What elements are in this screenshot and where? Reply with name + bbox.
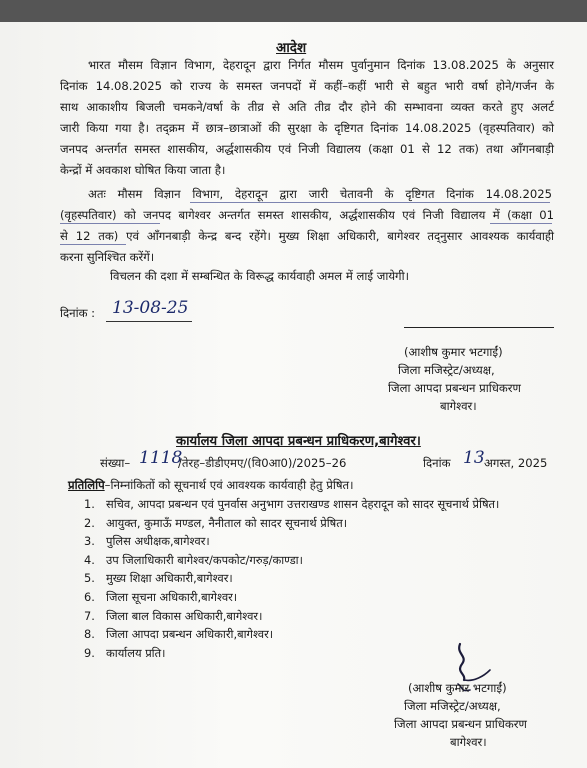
ink-underline — [60, 223, 160, 224]
office-header: कार्यालय जिला आपदा प्रबन्धन प्राधिकरण,बागेश्वर। — [176, 434, 421, 449]
item-number: 5. — [84, 571, 95, 586]
para2-line3: से 12 तक) एवं आँगनबाड़ी केन्द्र बन्द रहेंगे। मुख्य शिक्षा अधिकारी, बागेश्वर तद्नुसार आवश्यक कार्यवाही — [60, 229, 554, 243]
date-label: दिनांक : — [60, 306, 96, 320]
para1-line2: दिनांक 14.08.2025 को राज्य के समस्त जनपदों में कहीं–कहीं भारी से बहुत भारी वर्षा होने/गर्जन के — [60, 79, 554, 93]
item-text: जिला आपदा प्रबन्धन अधिकारी,बागेश्वर। — [106, 627, 274, 642]
item-number: 1. — [84, 497, 95, 511]
ref-suffix: /तेरह–डीडीएमए/(वि0आ0)/2025–26 — [178, 456, 347, 470]
ink-underline — [490, 223, 552, 224]
item-text: उप जिलाधिकारी बागेश्वर/कपकोट/गरुड़/काण्डा। — [106, 552, 303, 567]
sig1-place: बागेश्वर। — [440, 399, 477, 413]
ink-underline — [60, 244, 126, 245]
para1-line6: केन्द्रों में अवकाश घोषित किया जाता है। — [60, 163, 226, 177]
item-text: जिला बाल विकास अधिकारी,बागेश्वर। — [106, 608, 263, 623]
item-text: मुख्य शिक्षा अधिकारी,बागेश्वर। — [106, 571, 233, 586]
sig1-designation2: जिला आपदा प्रबन्धन प्राधिकरण — [388, 381, 521, 395]
para1-line1: भारत मौसम विज्ञान विभाग, देहरादून द्वारा निर्गत मौसम पुर्वानुमान दिनांक 13.08.2025 के अनुसार — [88, 58, 554, 72]
para2-line4: करना सुनिश्चित करेंगें। — [60, 250, 155, 264]
sig1-name: (आशीष कुमार भटगाईं) — [404, 345, 503, 359]
item-number: 4. — [84, 552, 95, 567]
para2-line1: अतः मौसम विज्ञान विभाग, देहरादून द्वारा जारी चेतावनी के दृष्टिगत दिनांक 14.08.2025 — [88, 187, 552, 201]
item-number: 3. — [84, 534, 95, 549]
ink-underline — [190, 202, 550, 203]
para1-line3: साथ आकाशीय बिजली चमकने/वर्षा के तीव्र से अति तीव्र दौर होने की सम्भावना व्यक्त करते हुए अलर्ट — [60, 100, 554, 114]
para3: विचलन की दशा में सम्बन्धित के विरूद्ध कार्यवाही अमल में लाई जायेगी। — [110, 269, 409, 283]
item-number: 2. — [84, 515, 95, 530]
date-suffix: अगस्त, 2025 — [484, 456, 548, 470]
item-number: 9. — [84, 645, 95, 660]
item-text: सचिव, आपदा प्रबन्धन एवं पुनर्वास अनुभाग उत्तराखण्ड शासन देहरादून को सादर सूचनार्थ प्रेषित। — [106, 497, 500, 511]
date-handwritten: 13-08-25 — [112, 298, 189, 318]
sig2-name: (आशीष कुमार भटगाईं) — [408, 681, 507, 695]
date-dotted-line — [106, 321, 192, 322]
date-prefix: दिनांक — [423, 456, 451, 470]
copy-text: –निम्नांकितों को सूचनार्थ एवं आवश्यक कार्यवाही हेतु प्रेषित। — [104, 478, 354, 492]
top-bar — [0, 0, 587, 22]
item-text: कार्यालय प्रति। — [106, 645, 166, 660]
copy-label: प्रतिलिपि — [68, 478, 105, 492]
item-text: पुलिस अधीक्षक,बागेश्वर। — [106, 534, 210, 549]
date-day-handwritten: 13 — [463, 448, 485, 468]
copy-line — [68, 477, 354, 494]
item-number: 7. — [84, 608, 95, 623]
signature-line — [404, 327, 554, 328]
para2-line2: (वृहस्पतिवार) को जनपद बागेश्वर अन्तर्गत समस्त शासकीय, अर्द्धशासकीय एवं निजी विद्यालय में (कक्षा 01 — [60, 208, 554, 222]
sig2-designation2: जिला आपदा प्रबन्धन प्राधिकरण — [394, 717, 527, 731]
order-title: आदेश — [276, 40, 307, 56]
item-text: आयुक्त, कुमाऊँ मण्डल, नैनीताल को सादर सूचनार्थ प्रेषित। — [106, 515, 348, 530]
item-text: जिला सूचना अधिकारी,बागेश्वर। — [106, 589, 238, 604]
para1-line5: जनपद अन्तर्गत समस्त शासकीय, अर्द्धशासकीय एवं निजी विद्यालय (कक्षा 01 से 12 तक) तथा आँगनबाड़ी — [60, 142, 554, 156]
ref-number-handwritten: 1118 — [139, 448, 183, 468]
sig1-designation1: जिला मजिस्ट्रेट/अध्यक्ष, — [398, 363, 495, 377]
item-number: 6. — [84, 589, 95, 604]
sig2-place: बागेश्वर। — [450, 735, 487, 749]
ref-prefix: संख्या– — [100, 456, 131, 470]
item-number: 8. — [84, 627, 95, 642]
para1-line4: जारी किया गया है। तद्क्रम में छात्र–छात्राओं की सुरक्षा के दृष्टिगत दिनांक 14.08.2025 (वृहस्पतिवार) को — [60, 121, 554, 135]
sig2-designation1: जिला मजिस्ट्रेट/अध्यक्ष, — [404, 699, 501, 713]
